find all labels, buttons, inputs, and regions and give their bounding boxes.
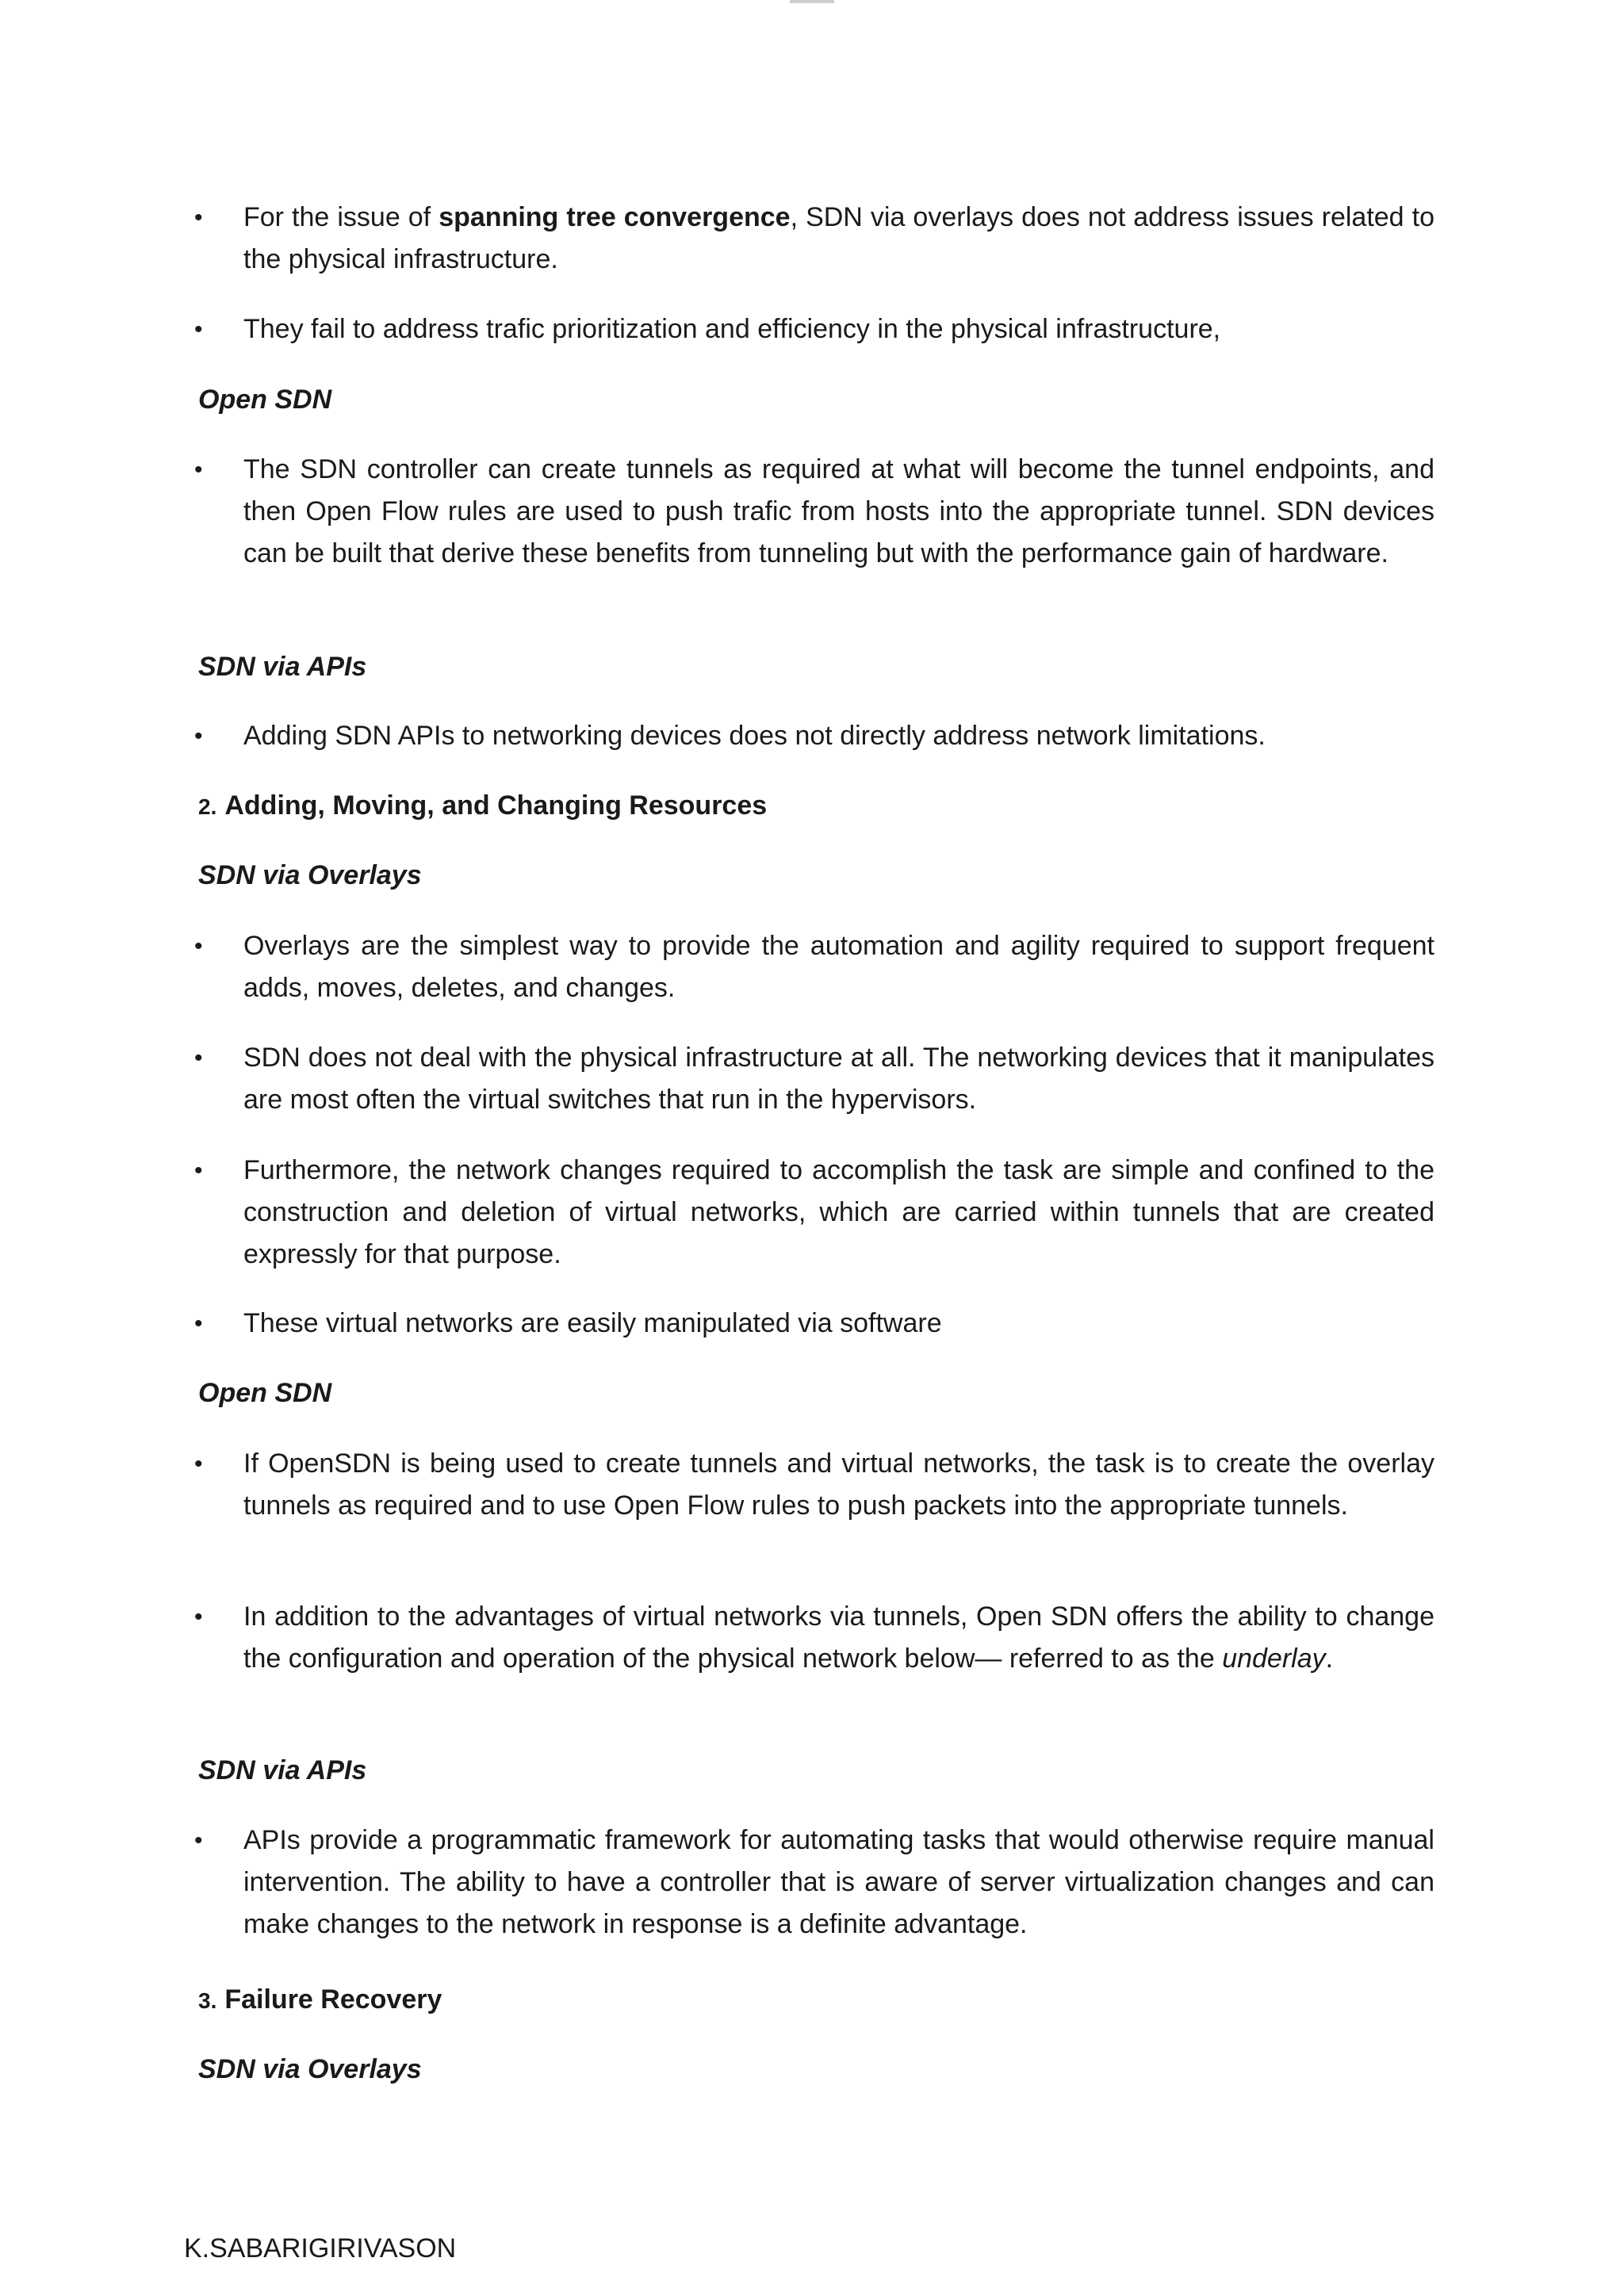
bullet-dot: • <box>194 1827 203 1854</box>
bullet-virtual-networks: • These virtual networks are easily manipulated via software <box>243 1303 1434 1345</box>
italic-term: underlay <box>1222 1644 1326 1674</box>
subheading-open-sdn: Open SDN <box>198 385 332 415</box>
bullet-sdn-controller: • The SDN controller can create tunnels as required at what will become the tunnel endpoints, and then Open Flow rules are used to push traﬁc from hosts into the appropriate tunnel. SDN devices can be built that derive these benefits from tunneling but with the performance gain of hardware. <box>243 449 1434 575</box>
bullet-physical-infra: • SDN does not deal with the physical infrastructure at all. The networking devices that it manipulates are most often the virtual switches that run in the hypervisors. <box>243 1037 1434 1121</box>
bullet-dot: • <box>194 933 203 959</box>
bullet-opensdn-tunnels: • If OpenSDN is being used to create tunnels and virtual networks, the task is to create the overlay tunnels as required and to use Open Flow rules to push packets into the appropriate tunnels. <box>243 1443 1434 1527</box>
bullet-dot: • <box>194 1604 203 1630</box>
header-mark <box>790 0 834 3</box>
subheading-sdn-via-overlays-2: SDN via Overlays <box>198 2054 422 2084</box>
bullet-network-changes: • Furthermore, the network changes required to accomplish the task are simple and confined to the construction and deletion of virtual networks, which are carried within tunnels that are created expressly for that purpose. <box>243 1150 1434 1276</box>
bullet-dot: • <box>194 1451 203 1477</box>
subheading-sdn-via-apis: SDN via APIs <box>198 652 367 682</box>
bullet-dot: • <box>194 1045 203 1071</box>
bullet-sdn-apis: • Adding SDN APIs to networking devices does not directly address network limitations. <box>243 715 1434 757</box>
bullet-overlays-simplest: • Overlays are the simplest way to provide the automation and agility required to support frequent adds, moves, deletes, and changes. <box>243 925 1434 1009</box>
section-heading-2: 2. Adding, Moving, and Changing Resources <box>198 790 768 821</box>
bold-term: spanning tree convergence <box>439 202 791 232</box>
bullet-traffic: • They fail to address traﬁc prioritization and efﬁciency in the physical infrastructure, <box>243 308 1434 350</box>
bullet-dot: • <box>194 723 203 749</box>
section-heading-3: 3. Failure Recovery <box>198 1984 442 2015</box>
bullet-spanning-tree: • For the issue of spanning tree convergence, SDN via overlays does not address issues related to the physical infrastructure. <box>243 197 1434 281</box>
bullet-apis-framework: • APIs provide a programmatic framework for automating tasks that would otherwise require manual intervention. The ability to have a controller that is aware of server virtualization changes and can make changes to the network in response is a definite advantage. <box>243 1820 1434 1946</box>
bullet-dot: • <box>194 1311 203 1337</box>
subheading-sdn-via-apis-2: SDN via APIs <box>198 1755 367 1785</box>
bullet-underlay: • In addition to the advantages of virtual networks via tunnels, Open SDN offers the ability to change the configuration and operation of the physical network below— referred to as the underlay. <box>243 1596 1434 1680</box>
bullet-dot: • <box>194 316 203 342</box>
footer-author: K.SABARIGIRIVASON <box>184 2233 457 2263</box>
bullet-dot: • <box>194 205 203 231</box>
bullet-dot: • <box>194 1158 203 1184</box>
subheading-sdn-via-overlays: SDN via Overlays <box>198 860 422 890</box>
bullet-dot: • <box>194 457 203 483</box>
subheading-open-sdn-2: Open SDN <box>198 1378 332 1408</box>
